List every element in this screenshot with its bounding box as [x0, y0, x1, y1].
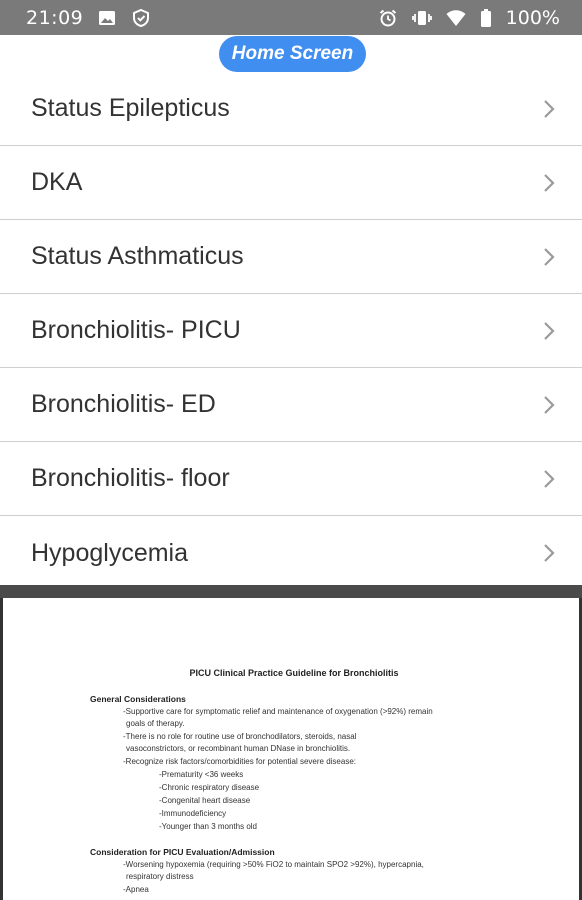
battery-percentage: 100%: [505, 6, 560, 29]
document-viewer-divider: [0, 585, 582, 598]
document-section-heading: Consideration for PICU Evaluation/Admission: [90, 847, 275, 857]
list-item-dka[interactable]: [0, 146, 582, 220]
document-line: -There is no role for routine use of bronchodilators, steroids, nasal: [123, 732, 357, 741]
list-item-bronchiolitis-floor[interactable]: [0, 442, 582, 516]
status-bar-left: [26, 7, 151, 29]
document-preview[interactable]: [0, 598, 582, 900]
document-line: -Apnea: [123, 885, 149, 894]
document-line: -Worsening hypoxemia (requiring >50% FiO2 to maintain SPO2 >92%), hypercapnia,: [123, 860, 424, 869]
image-icon: [97, 8, 117, 28]
wifi-icon: [446, 8, 466, 28]
chevron-right-icon: [542, 172, 556, 194]
document-line: vasoconstrictors, or recombinant human DNase in bronchiolitis.: [126, 744, 351, 753]
battery-icon: [480, 8, 492, 28]
chevron-right-icon: [542, 394, 556, 416]
list-item-status-epilepticus[interactable]: [0, 72, 582, 146]
document-section-heading: General Considerations: [90, 694, 186, 704]
alarm-icon: [378, 8, 398, 28]
chevron-right-icon: [542, 246, 556, 268]
list-item-hypoglycemia[interactable]: [0, 516, 582, 590]
home-screen-button[interactable]: Home Screen: [219, 36, 366, 72]
list-item-label: DKA: [31, 168, 83, 196]
list-item-status-asthmaticus[interactable]: [0, 220, 582, 294]
document-line: -Recognize risk factors/comorbidities for potential severe disease:: [123, 757, 356, 766]
list-item-bronchiolitis-ed[interactable]: [0, 368, 582, 442]
protocol-list: [0, 72, 582, 590]
list-item-label: Bronchiolitis- floor: [31, 464, 230, 492]
list-item-label: Bronchiolitis- ED: [31, 390, 216, 418]
vibrate-icon: [412, 8, 432, 28]
shield-icon: [131, 8, 151, 28]
document-line: -Immunodeficiency: [159, 809, 227, 818]
status-bar-right: [378, 7, 560, 29]
document-line: -Congenital heart disease: [159, 796, 251, 805]
document-title: PICU Clinical Practice Guideline for Bronchiolitis: [189, 668, 399, 678]
list-item-label: Hypoglycemia: [31, 538, 189, 567]
list-item-bronchiolitis-picu[interactable]: [0, 294, 582, 368]
chevron-right-icon: [542, 468, 556, 490]
document-line: respiratory distress: [126, 872, 194, 881]
status-bar: [0, 0, 582, 35]
list-item-label: Status Asthmaticus: [31, 242, 244, 270]
document-line: goals of therapy.: [126, 719, 185, 728]
document-line: -Prematurity <36 weeks: [159, 770, 244, 779]
list-item-label: Status Epilepticus: [31, 94, 230, 122]
document-line: -Chronic respiratory disease: [159, 783, 260, 792]
document-line: -Supportive care for symptomatic relief and maintenance of oxygenation (>92%) remain: [123, 707, 433, 716]
list-item-label: Bronchiolitis- PICU: [31, 316, 241, 344]
document-line: -Younger than 3 months old: [159, 822, 257, 831]
status-time: 21:09: [26, 6, 84, 29]
chevron-right-icon: [542, 320, 556, 342]
chevron-right-icon: [542, 98, 556, 120]
chevron-right-icon: [542, 542, 556, 564]
